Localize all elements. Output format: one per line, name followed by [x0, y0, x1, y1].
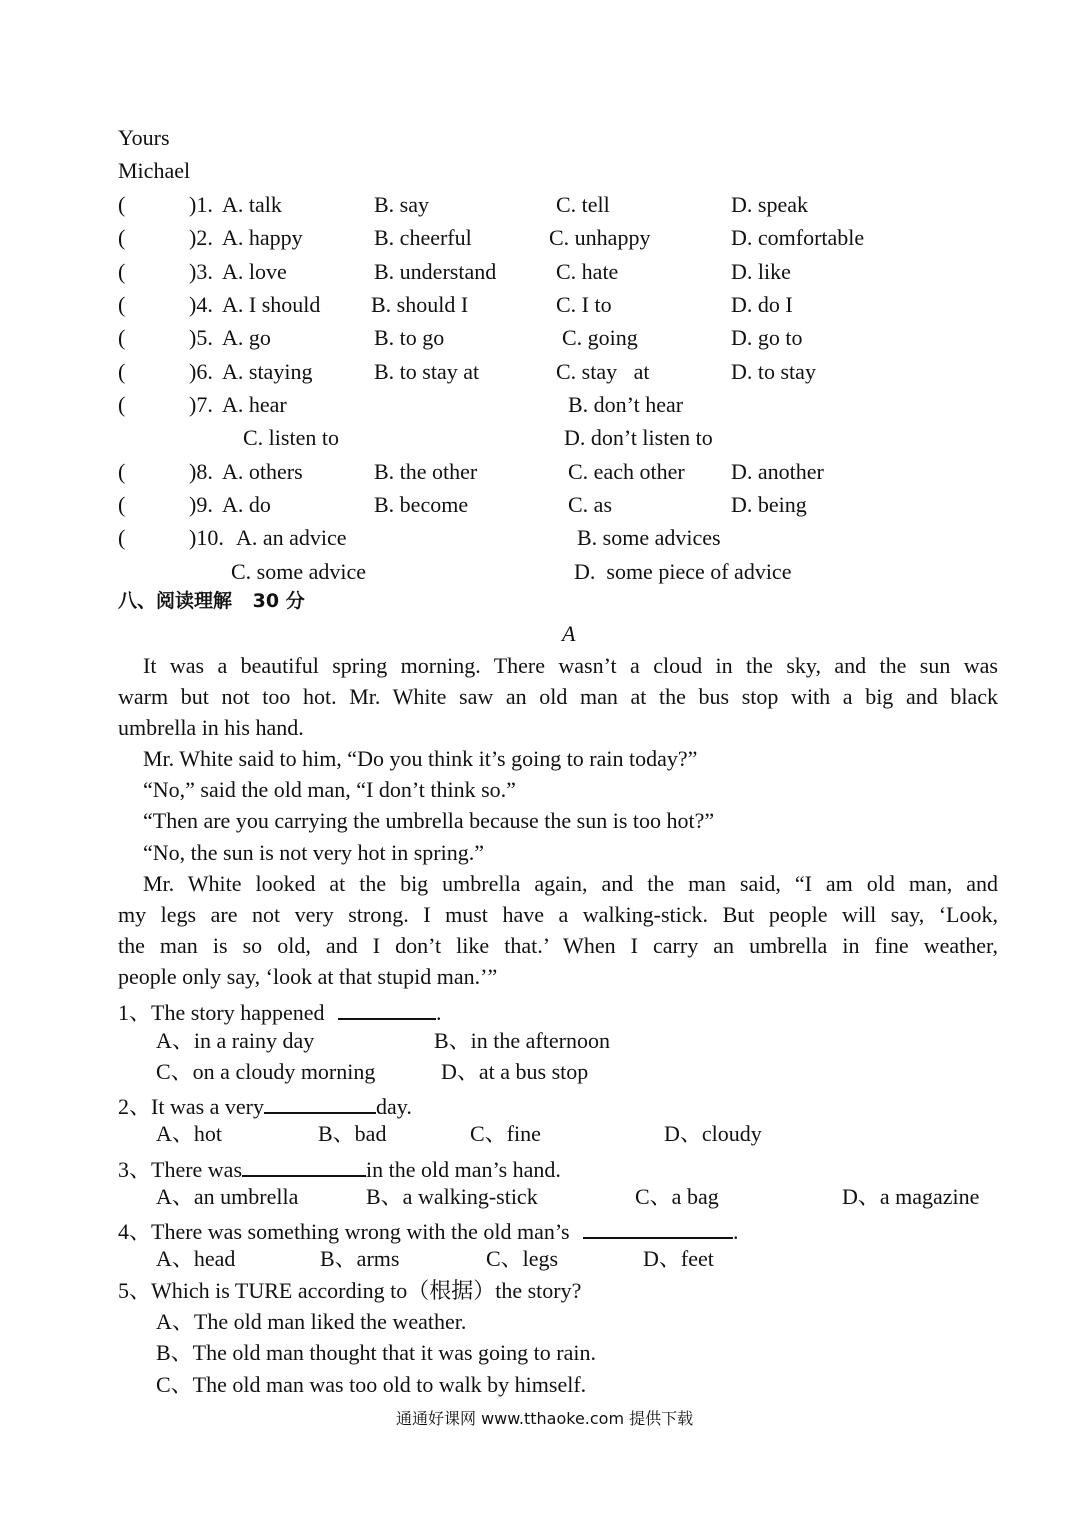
question-text-end: day.	[376, 1094, 412, 1119]
option-b: B. cheerful	[374, 225, 472, 250]
choice-c: C、on a cloudy morning	[156, 1059, 376, 1084]
passage-line: Mr. White looked at the big umbrella again, and the man said, “I am old man, and	[143, 871, 998, 896]
answer-paren: (	[118, 525, 126, 550]
option-a: A. happy	[222, 225, 303, 250]
option-d: D. to stay	[731, 359, 816, 384]
choice-a: A、The old man liked the weather.	[156, 1309, 467, 1334]
choice-c: C、legs	[486, 1246, 559, 1271]
question-number: )5.	[189, 325, 213, 350]
answer-paren: (	[118, 492, 126, 517]
choice-b: B、a walking-stick	[366, 1184, 538, 1209]
option-b: B. should I	[371, 292, 469, 317]
question-text-end: .	[733, 1219, 739, 1244]
choice-b: B、The old man thought that it was going to rain.	[156, 1340, 596, 1365]
passage-label: A	[562, 621, 576, 646]
question-text-end: in the old man’s hand.	[366, 1157, 561, 1182]
question-number: )4.	[189, 292, 213, 317]
question-number: )7.	[189, 392, 213, 417]
option-c: C. stay at	[556, 359, 650, 384]
choice-d: D、at a bus stop	[441, 1059, 589, 1084]
choice-b: B、in the afternoon	[434, 1028, 610, 1053]
choice-a: A、hot	[156, 1121, 223, 1146]
option-d: D. another	[731, 459, 824, 484]
option-d: D. some piece of advice	[574, 559, 792, 584]
option-b: B. don’t hear	[568, 392, 684, 417]
choice-d: D、a magazine	[842, 1184, 980, 1209]
passage-line: It was a beautiful spring morning. There wasn’t a cloud in the sky, and the sun was	[143, 653, 998, 678]
passage-line: “No,” said the old man, “I don’t think so.”	[143, 777, 516, 802]
letter-signature: Michael	[118, 158, 191, 183]
option-c: C. some advice	[231, 559, 367, 584]
answer-paren: (	[118, 359, 126, 384]
choice-d: D、cloudy	[664, 1121, 762, 1146]
answer-blank	[338, 998, 436, 1020]
answer-paren: (	[118, 192, 126, 217]
question-text: 2、It was a very	[118, 1094, 265, 1119]
option-b: B. become	[374, 492, 469, 517]
option-c: C. tell	[556, 192, 610, 217]
question-number: )1.	[189, 192, 213, 217]
section-title: 八、阅读理解	[118, 590, 233, 612]
option-d: D. don’t listen to	[564, 425, 713, 450]
choice-a: A、in a rainy day	[156, 1028, 315, 1053]
option-a: A. others	[222, 459, 303, 484]
answer-blank	[583, 1217, 733, 1239]
option-d: D. do I	[731, 292, 793, 317]
question-text: 1、The story happened	[118, 1000, 325, 1025]
question-text: 4、There was something wrong with the old man’s	[118, 1219, 570, 1244]
option-b: B. say	[374, 192, 429, 217]
question-2	[118, 1092, 412, 1118]
passage-line: “No, the sun is not very hot in spring.”	[143, 840, 484, 865]
answer-paren: (	[118, 259, 126, 284]
option-a: A. I should	[222, 292, 321, 317]
option-d: D. comfortable	[731, 225, 865, 250]
option-d: D. like	[731, 259, 791, 284]
question-number: )3.	[189, 259, 213, 284]
choice-c: C、fine	[470, 1121, 541, 1146]
question-number: )6.	[189, 359, 213, 384]
option-c: C. unhappy	[549, 225, 651, 250]
answer-paren: (	[118, 225, 126, 250]
question-text: 3、There was	[118, 1157, 243, 1182]
question-3	[118, 1155, 561, 1181]
answer-paren: (	[118, 392, 126, 417]
option-a: A. do	[222, 492, 271, 517]
choice-a: A、an umbrella	[156, 1184, 299, 1209]
answer-paren: (	[118, 292, 126, 317]
choice-c: C、a bag	[635, 1184, 719, 1209]
option-a: A. staying	[222, 359, 313, 384]
option-a: A. go	[222, 325, 271, 350]
passage-line: people only say, ‘look at that stupid man.’”	[118, 964, 498, 989]
letter-closing: Yours	[118, 125, 170, 150]
option-c: C. going	[562, 325, 638, 350]
option-b: B. understand	[374, 259, 497, 284]
choice-a: A、head	[156, 1246, 236, 1271]
passage-line: my legs are not very strong. I must have a walking-stick. But people will say, ‘Look,	[118, 902, 998, 927]
question-5: 5、Which is TURE according to（根据）the story?	[118, 1278, 582, 1303]
passage-line: the man is so old, and I don’t like that.’ When I carry an umbrella in fine weather,	[118, 933, 998, 958]
option-b: B. some advices	[577, 525, 721, 550]
option-a: A. talk	[222, 192, 282, 217]
option-d: D. being	[731, 492, 807, 517]
option-d: D. go to	[731, 325, 803, 350]
option-b: B. to stay at	[374, 359, 480, 384]
choice-d: D、feet	[643, 1246, 714, 1271]
option-a: A. love	[222, 259, 287, 284]
option-c: C. listen to	[243, 425, 339, 450]
question-number: )8.	[189, 459, 213, 484]
answer-paren: (	[118, 459, 126, 484]
choice-b: B、bad	[318, 1121, 387, 1146]
option-c: C. each other	[568, 459, 685, 484]
option-a: A. hear	[222, 392, 287, 417]
passage-line: warm but not too hot. Mr. White saw an old man at the bus stop with a big and black	[118, 684, 998, 709]
question-1	[118, 998, 442, 1024]
option-a: A. an advice	[236, 525, 347, 550]
question-text-end: .	[436, 1000, 442, 1025]
passage-line: Mr. White said to him, “Do you think it’s going to rain today?”	[143, 746, 698, 771]
question-number: )9.	[189, 492, 213, 517]
answer-blank	[242, 1155, 366, 1177]
choice-c: C、The old man was too old to walk by himself.	[156, 1372, 587, 1397]
question-number: )10.	[189, 525, 224, 550]
option-b: B. the other	[374, 459, 478, 484]
option-c: C. I to	[556, 292, 612, 317]
option-d: D. speak	[731, 192, 808, 217]
question-number: )2.	[189, 225, 213, 250]
option-c: C. as	[568, 492, 612, 517]
passage-line: “Then are you carrying the umbrella because the sun is too hot?”	[143, 808, 715, 833]
option-b: B. to go	[374, 325, 445, 350]
passage-line: umbrella in his hand.	[118, 715, 304, 740]
page-footer: 通通好课网 www.tthaoke.com 提供下载	[396, 1409, 694, 1428]
section-score: 30 分	[252, 590, 305, 612]
option-c: C. hate	[556, 259, 619, 284]
question-4	[118, 1217, 739, 1243]
answer-blank	[264, 1092, 376, 1114]
answer-paren: (	[118, 325, 126, 350]
section-heading	[118, 592, 305, 611]
choice-b: B、arms	[320, 1246, 400, 1271]
